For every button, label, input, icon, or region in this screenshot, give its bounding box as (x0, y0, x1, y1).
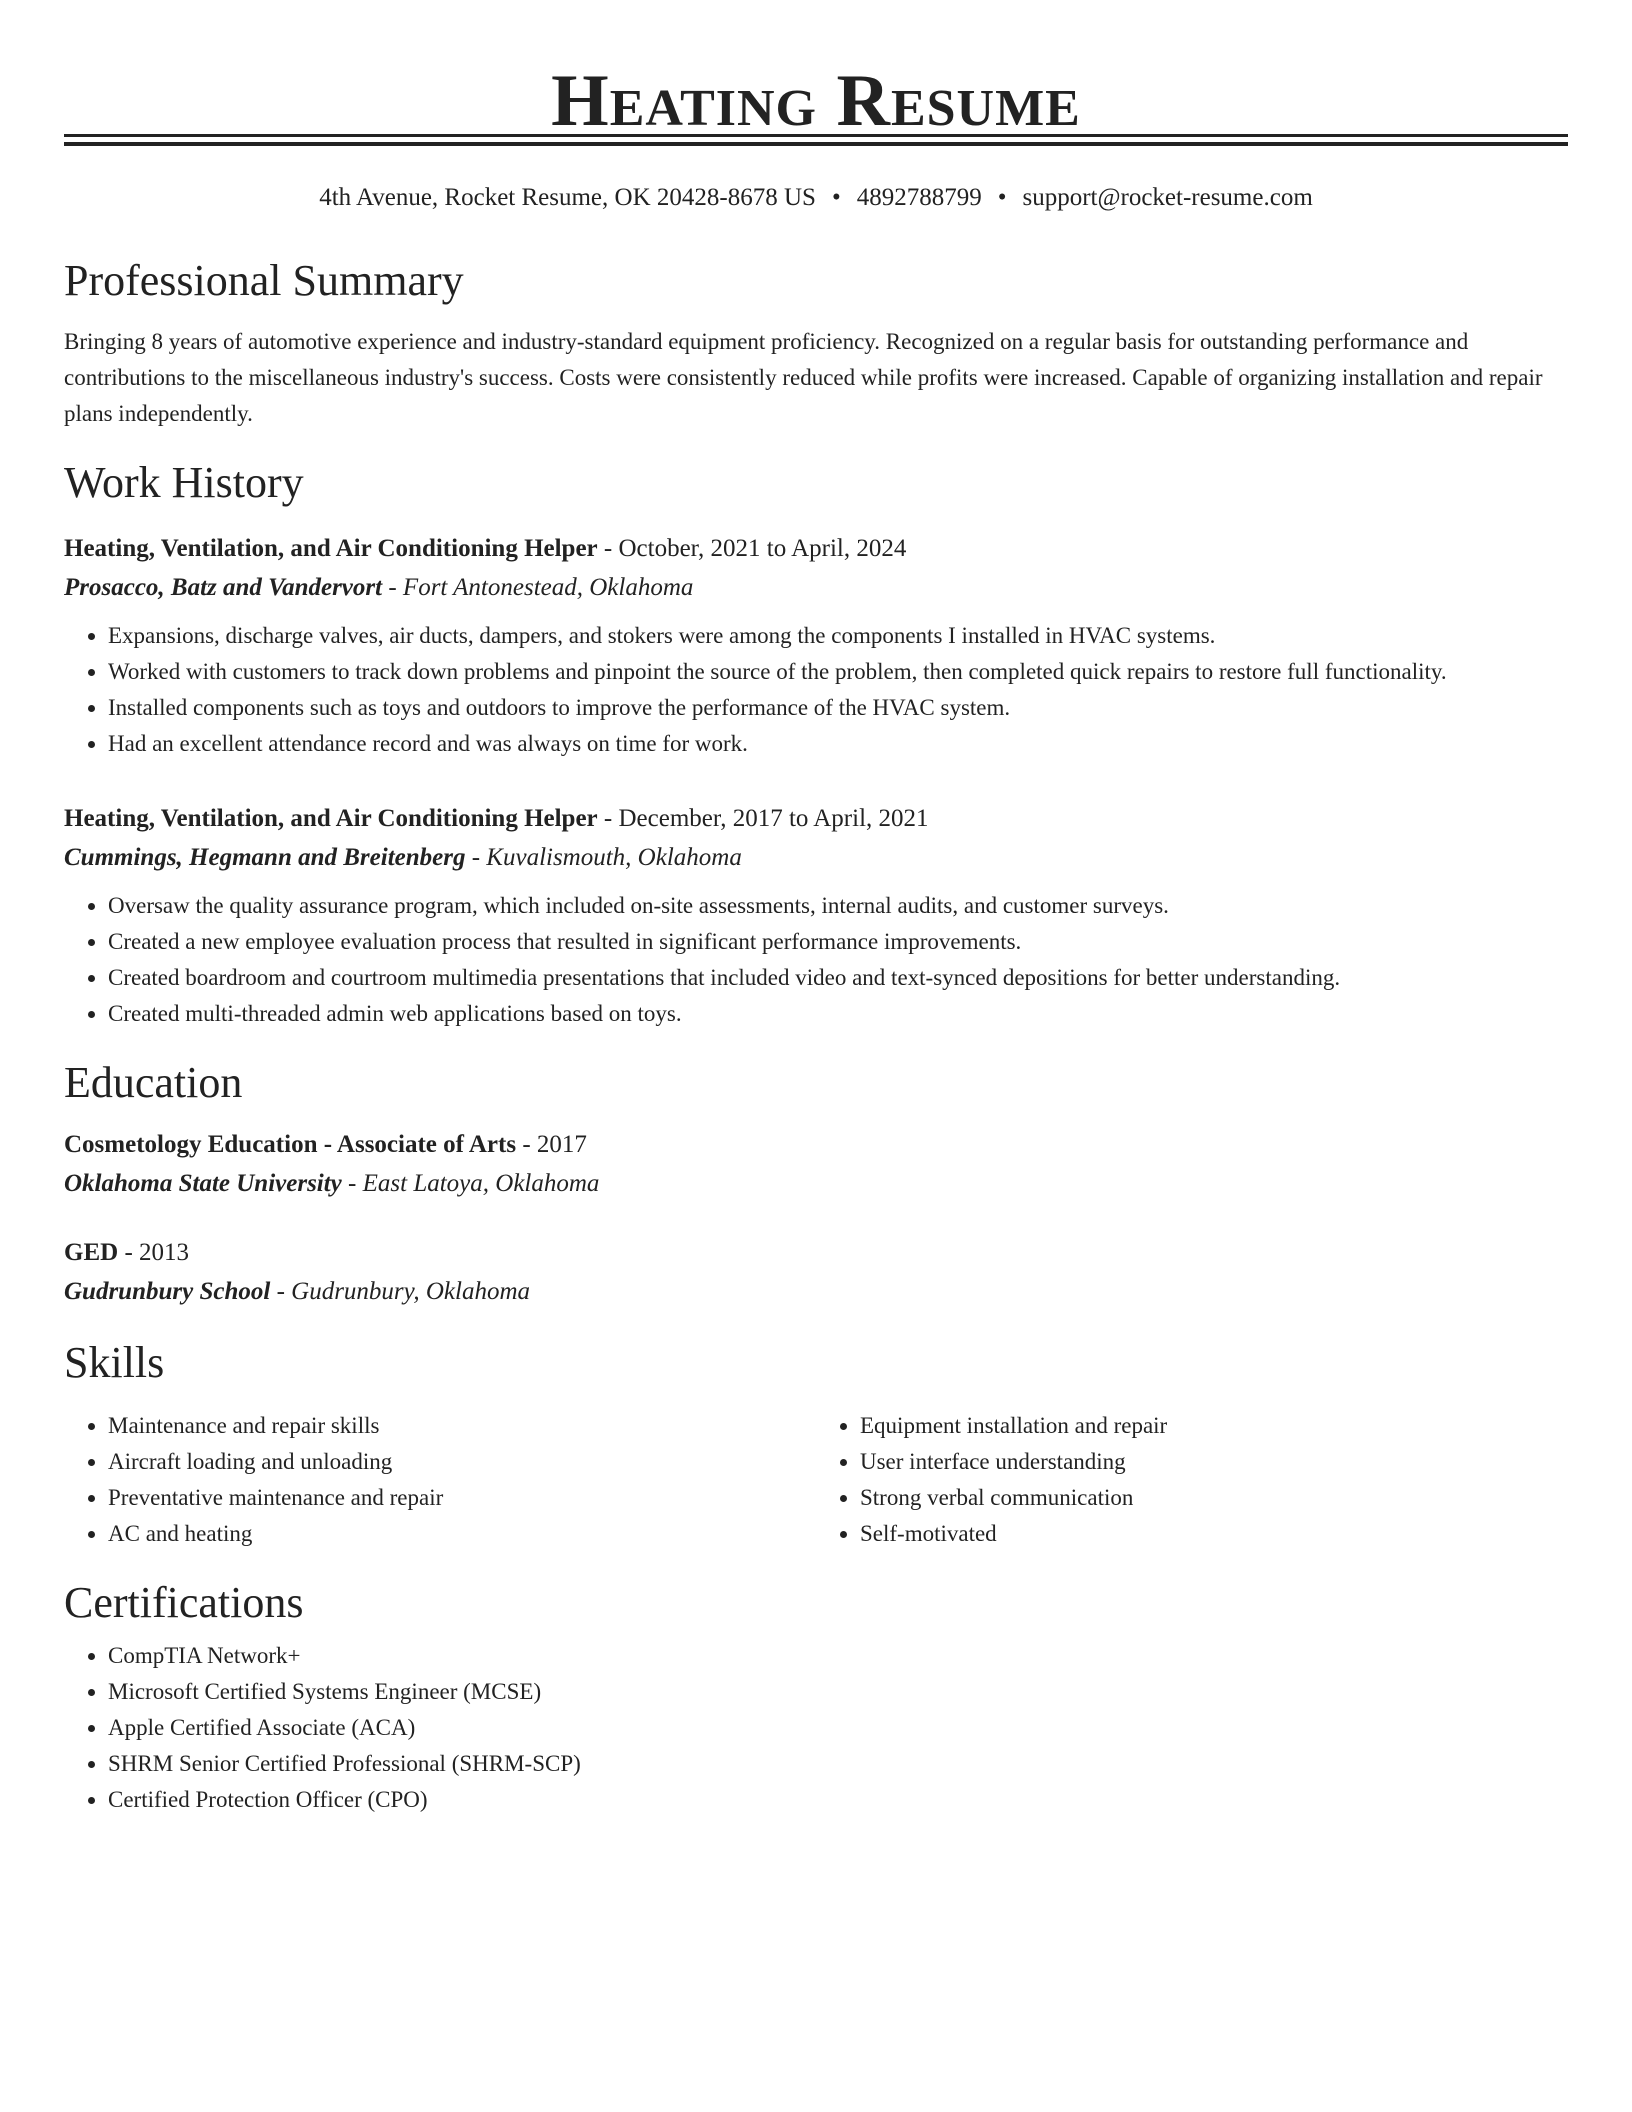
education-degree-line (64, 1126, 1568, 1164)
education-location: - East Latoya, Oklahoma (341, 1170, 600, 1197)
contact-address: 4th Avenue, Rocket Resume, OK 20428-8678 US (319, 184, 816, 211)
job-company: Cummings, Hegmann and Breitenberg (64, 844, 466, 871)
summary-heading: Professional Summary (64, 256, 464, 305)
job-bullet: • Oversaw the quality assurance program, which included on-site assessments, internal audits, and customer surveys. (108, 888, 1568, 924)
skill-item: • Self-motivated (860, 1516, 1568, 1552)
skills-list-right (816, 1408, 1568, 1552)
job-title-line (64, 530, 1568, 568)
certifications-heading: Certifications (64, 1578, 304, 1627)
skills-columns (64, 1408, 1568, 1552)
skill-item: • Aircraft loading and unloading (108, 1444, 816, 1480)
skill-item: • Strong verbal communication (860, 1480, 1568, 1516)
job-bullet: • Worked with customers to track down problems and pinpoint the source of the problem, then completed quick repairs to restore full functionality. (108, 654, 1568, 690)
job-location: - Fort Antonestead, Oklahoma (382, 574, 694, 601)
education-entry (64, 1234, 1568, 1312)
education-entry (64, 1126, 1568, 1204)
job-bullet: • Created multi-threaded admin web applications based on toys. (108, 996, 1568, 1032)
certification-item: • Microsoft Certified Systems Engineer (MCSE) (108, 1674, 1568, 1710)
skills-list-left (64, 1408, 816, 1552)
job-bullet: • Created a new employee evaluation process that resulted in significant performance improvements. (108, 924, 1568, 960)
job-company-line (64, 568, 1568, 608)
job-bullet: • Had an excellent attendance record and was always on time for work. (108, 726, 1568, 762)
job-bullet: • Created boardroom and courtroom multimedia presentations that included video and text-synced depositions for better understanding. (108, 960, 1568, 996)
job-title-line (64, 800, 1568, 838)
skill-item: • Maintenance and repair skills (108, 1408, 816, 1444)
education-year: - 2017 (516, 1131, 587, 1158)
education-school: Gudrunbury School (64, 1278, 271, 1305)
skills-heading: Skills (64, 1338, 165, 1387)
education-school-line (64, 1164, 1568, 1204)
certifications-list (64, 1638, 1568, 1818)
skill-item: • Preventative maintenance and repair (108, 1480, 816, 1516)
skill-item: • Equipment installation and repair (860, 1408, 1568, 1444)
job-title: Heating, Ventilation, and Air Conditioning Helper (64, 805, 598, 832)
education-degree: Cosmetology Education - Associate of Arts (64, 1131, 517, 1158)
certification-item: • Apple Certified Associate (ACA) (108, 1710, 1568, 1746)
education-school: Oklahoma State University (64, 1170, 342, 1197)
job-dates: - October, 2021 to April, 2024 (597, 535, 907, 562)
education-year: - 2013 (118, 1239, 190, 1266)
contact-separator: • (831, 184, 841, 211)
contact-phone: 4892788799 (856, 184, 982, 211)
job-dates: - December, 2017 to April, 2021 (597, 805, 929, 832)
skill-item: • User interface understanding (860, 1444, 1568, 1480)
job-entry (64, 800, 1568, 1032)
education-degree-line (64, 1234, 1568, 1272)
education-school-line (64, 1272, 1568, 1312)
job-bullets (64, 888, 1568, 1032)
job-location: - Kuvalismouth, Oklahoma (465, 844, 742, 871)
job-entry (64, 530, 1568, 762)
certification-item: • Certified Protection Officer (CPO) (108, 1782, 1568, 1818)
education-degree: GED (64, 1239, 119, 1266)
contact-email[interactable]: support@rocket-resume.com (1022, 184, 1313, 211)
job-title: Heating, Ventilation, and Air Conditioning Helper (64, 535, 598, 562)
job-bullet: • Installed components such as toys and outdoors to improve the performance of the HVAC system. (108, 690, 1568, 726)
resume-title: Heating Resume (551, 60, 1081, 142)
contact-line (64, 182, 1568, 214)
education-location: - Gudrunbury, Oklahoma (270, 1278, 531, 1305)
certification-item: • SHRM Senior Certified Professional (SHRM-SCP) (108, 1746, 1568, 1782)
skill-item: • AC and heating (108, 1516, 816, 1552)
job-bullets (64, 618, 1568, 762)
summary-text: Bringing 8 years of automotive experience and industry-standard equipment proficiency. Recognized on a regular basis for outstanding performance and contributions to the miscellaneous industry's success. Costs were consistently reduced while profits were increased. Capable of organizing installation and repair plans independently. (64, 329, 1543, 426)
education-heading: Education (64, 1058, 243, 1107)
job-company-line (64, 838, 1568, 878)
contact-separator: • (997, 184, 1007, 211)
job-bullet: • Expansions, discharge valves, air ducts, dampers, and stokers were among the components I installed in HVAC systems. (108, 618, 1568, 654)
certification-item: • CompTIA Network+ (108, 1638, 1568, 1674)
work-history-heading: Work History (64, 458, 304, 507)
job-company: Prosacco, Batz and Vandervort (64, 574, 383, 601)
